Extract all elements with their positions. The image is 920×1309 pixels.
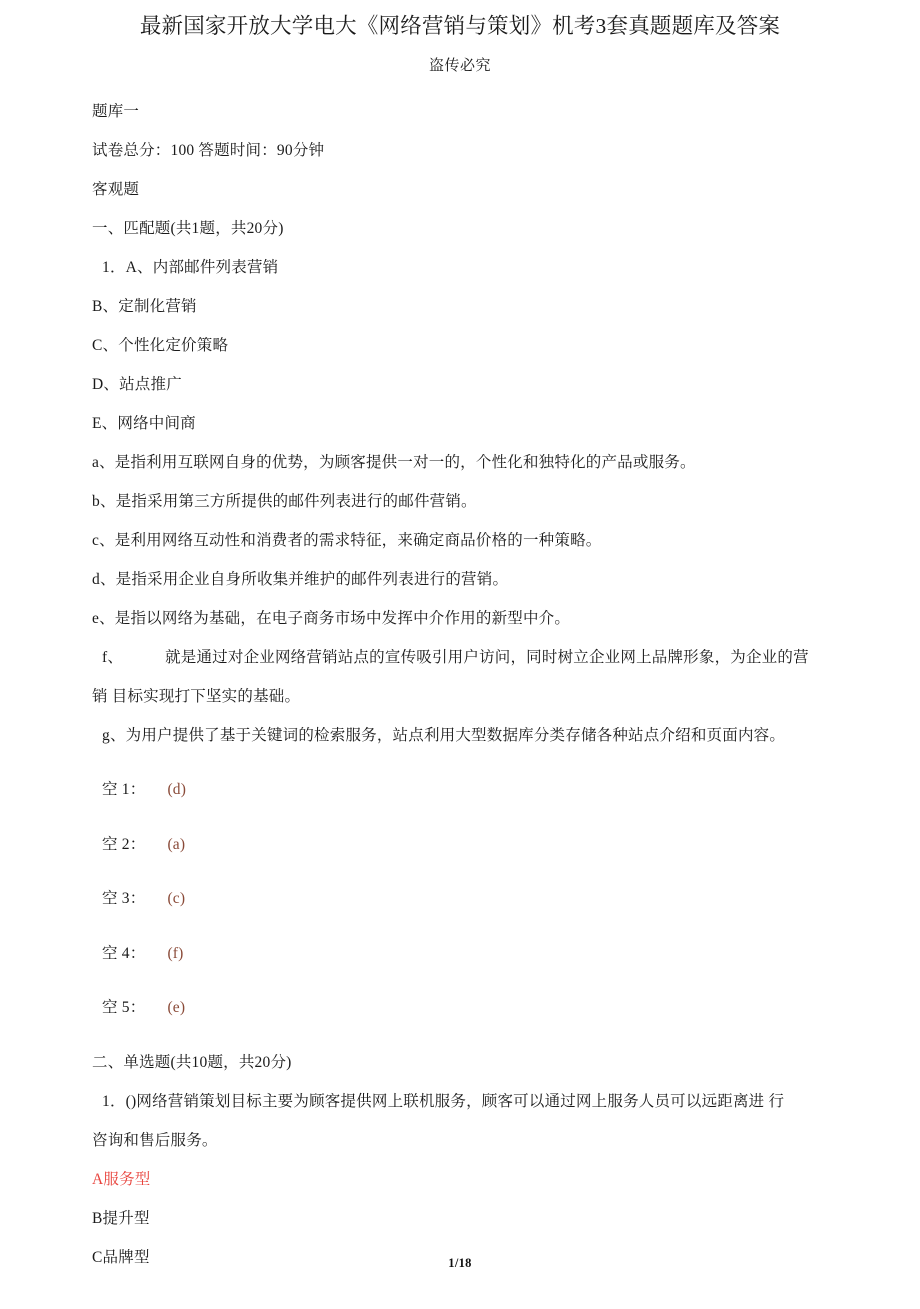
match-option-b-lower: b、是指采用第三方所提供的邮件列表进行的邮件营销。	[92, 492, 477, 510]
blank-row-3	[92, 879, 832, 918]
match-option-c: C、个性化定价策略	[92, 336, 229, 354]
match-option-d: D、站点推广	[92, 375, 182, 393]
blank-label-4: 空 4：	[102, 944, 146, 962]
match-option-a-lower: a、是指利用互联网自身的优势，为顾客提供一对一的，个性化和独特化的产品或服务。	[92, 453, 696, 471]
blank-row-5	[92, 988, 832, 1027]
single-choice-question-1: 1．()网络营销策划目标主要为顾客提供网上联机服务，顾客可以通过网上服务人员可以远距离进 行	[102, 1092, 785, 1110]
match-section-heading: 一、匹配题(共1题，共20分)	[92, 219, 284, 237]
single-choice-option-c: C品牌型	[92, 1248, 150, 1266]
blank-label-1: 空 1：	[102, 781, 146, 799]
bank-label: 题库一	[92, 102, 140, 120]
match-option-c-lower: c、是利用网络互动性和消费者的需求特征，来确定商品价格的一种策略。	[92, 531, 602, 549]
match-option-b: B、定制化营销	[92, 297, 197, 315]
exam-info: 试卷总分：100 答题时间：90分钟	[92, 141, 325, 159]
page-footer: 1/18	[448, 1256, 472, 1270]
blank-label-2: 空 2：	[102, 835, 146, 853]
match-option-f-lower	[92, 638, 832, 677]
blank-label-5: 空 5：	[102, 999, 146, 1017]
match-option-f-marker: f、	[102, 648, 124, 666]
blank-answer-1: (d)	[167, 781, 187, 799]
blank-answer-4: (f)	[167, 944, 184, 962]
blank-row-4	[92, 934, 832, 973]
page-title: 最新国家开放大学电大《网络营销与策划》机考3套真题题库及答案	[139, 14, 781, 38]
document-subtitle: 盗传必究	[428, 57, 491, 74]
objective-section-label: 客观题	[92, 180, 140, 198]
single-choice-option-a: A服务型	[92, 1170, 151, 1188]
blank-answer-5: (e)	[167, 999, 186, 1017]
match-option-f-wrap: 销 目标实现打下坚实的基础。	[92, 687, 301, 705]
match-option-e-lower: e、是指以网络为基础，在电子商务市场中发挥中介作用的新型中介。	[92, 609, 571, 627]
match-option-f-text: 就是通过对企业网络营销站点的宣传吸引用户访问，同时树立企业网上品牌形象，为企业的营	[165, 648, 809, 666]
single-choice-option-b: B提升型	[92, 1209, 150, 1227]
match-option-g-lower: g、为用户提供了基于关键词的检索服务，站点利用大型数据库分类存储各种站点介绍和页面内容。	[102, 726, 786, 744]
match-question-item: 1．A、内部邮件列表营销	[102, 258, 279, 276]
blank-label-3: 空 3：	[102, 890, 146, 908]
single-choice-section-heading: 二、单选题(共10题，共20分)	[92, 1053, 292, 1071]
match-option-e: E、网络中间商	[92, 414, 196, 432]
match-option-d-lower: d、是指采用企业自身所收集并维护的邮件列表进行的营销。	[92, 570, 509, 588]
blank-answer-2: (a)	[167, 835, 186, 853]
blank-answer-3: (c)	[167, 890, 186, 908]
blank-row-1	[92, 770, 832, 809]
blank-row-2	[92, 825, 832, 864]
document-body	[0, 92, 920, 1277]
single-choice-question-1-wrap: 咨询和售后服务。	[92, 1131, 218, 1149]
